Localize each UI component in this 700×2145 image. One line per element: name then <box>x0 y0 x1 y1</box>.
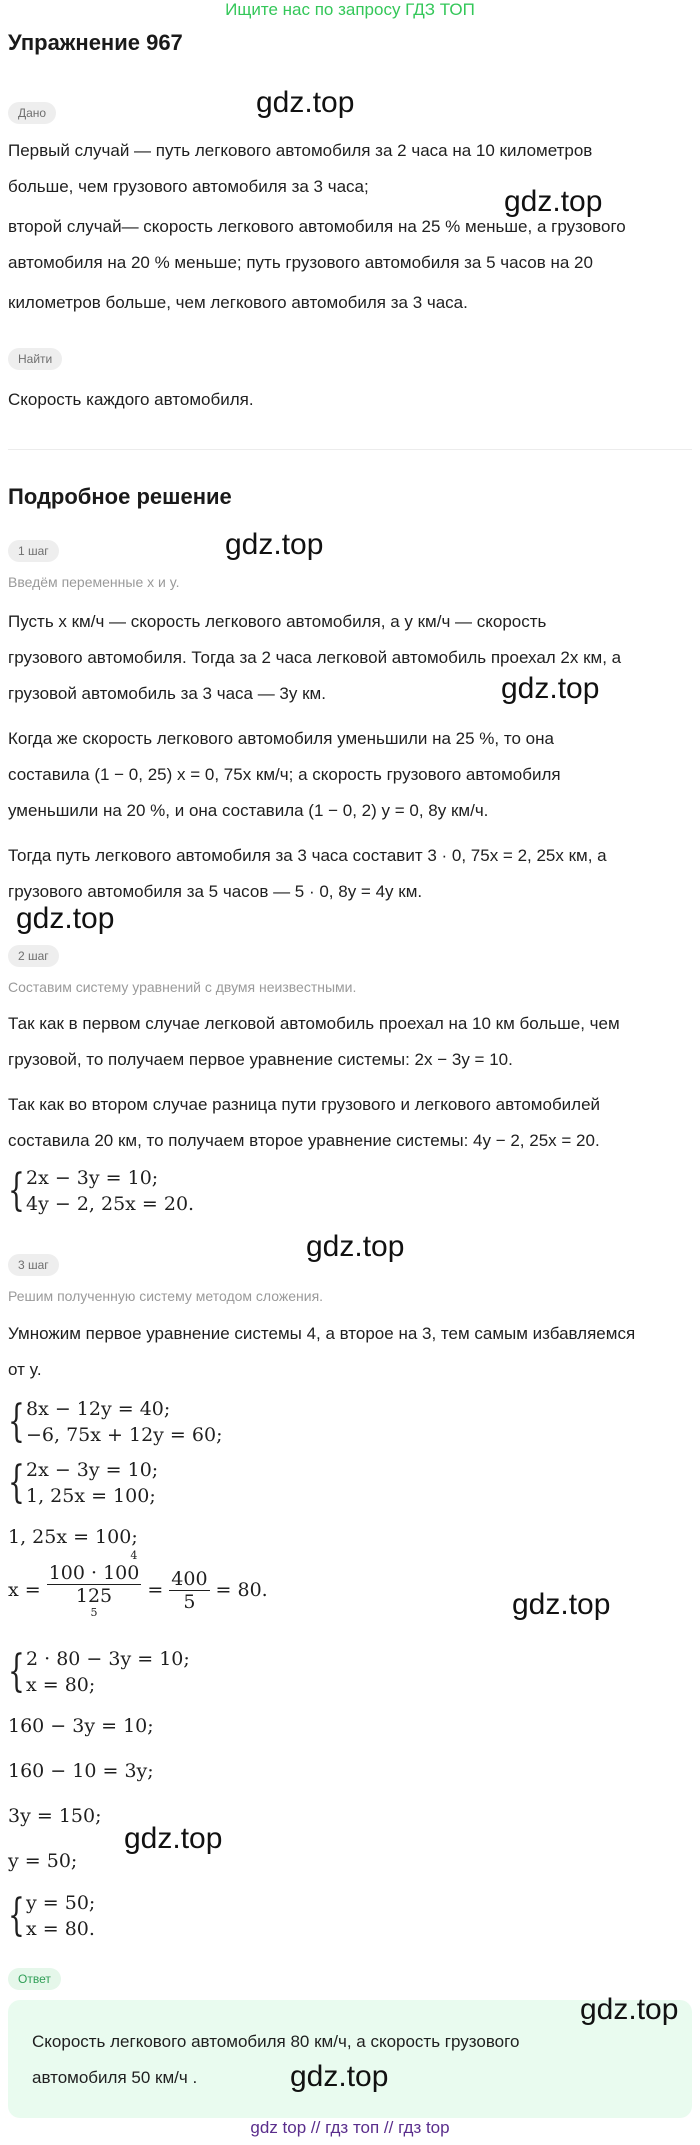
watermark: gdz.top <box>306 1230 405 1263</box>
given-line-1: Первый случай — путь легкового автомобиля за 2 часа на 10 километров <box>8 141 593 160</box>
fraction-1 <box>47 1549 142 1619</box>
system-brace: { <box>8 1646 25 1697</box>
system-brace: { <box>8 1457 25 1508</box>
fraction-2-denominator: 5 <box>183 1590 196 1613</box>
fraction-result: = 80. <box>215 1579 268 1601</box>
equation-system-3 <box>8 1457 158 1509</box>
equation-system-5 <box>8 1890 95 1942</box>
find-label: Найти <box>8 348 62 370</box>
equation-system-4 <box>8 1646 190 1698</box>
system-brace: { <box>8 1890 25 1941</box>
step-1-line-3: грузовой автомобиль за 3 часа — 3y км. <box>8 684 326 703</box>
fraction-2-numerator: 400 <box>171 1567 208 1590</box>
step-2-line-4: составила 20 км, то получаем второе уравнение системы: 4y − 2, 25x = 20. <box>8 1131 600 1150</box>
given-label: Дано <box>8 102 56 124</box>
system-equation: x = 80. <box>26 1918 95 1940</box>
step-1-label: 1 шаг <box>8 540 59 562</box>
step-2-label: 2 шаг <box>8 945 59 967</box>
step-2-line-2: грузовой, то получаем первое уравнение системы: 2x − 3y = 10. <box>8 1050 513 1069</box>
solution-title: Подробное решение <box>8 484 232 509</box>
system-equation: 2x − 3y = 10; <box>26 1167 159 1189</box>
cancel-note-bottom: 5 <box>90 1606 98 1619</box>
fraction-equation <box>8 1549 268 1619</box>
equation-line: 160 − 10 = 3y; <box>8 1760 154 1782</box>
fraction-1-numerator: 100 · 100 <box>48 1562 140 1584</box>
answer-label: Ответ <box>8 1968 61 1990</box>
watermark: gdz.top <box>504 185 603 218</box>
step-1-line-4: Когда же скорость легкового автомобиля уменьшили на 25 %, то она <box>8 729 554 748</box>
equation-system-1 <box>8 1165 194 1217</box>
fraction-equals: = <box>147 1579 164 1601</box>
given-line-5: километров больше, чем легкового автомобиля за 3 часа. <box>8 293 468 312</box>
system-equation: 8x − 12y = 40; <box>26 1398 171 1420</box>
system-equation: 1, 25x = 100; <box>26 1485 156 1507</box>
fraction-1-denominator: 125 <box>75 1585 113 1607</box>
answer-line-1: Скорость легкового автомобиля 80 км/ч, а скорость грузового <box>32 2032 520 2051</box>
system-equation: 4y − 2, 25x = 20. <box>26 1193 195 1215</box>
step-1-line-2: грузового автомобиля. Тогда за 2 часа легковой автомобиль проехал 2x км, а <box>8 648 622 667</box>
section-divider <box>8 449 692 450</box>
watermark: gdz.top <box>580 1993 679 2026</box>
equation-line: y = 50; <box>8 1850 78 1872</box>
equation-system-2 <box>8 1396 222 1448</box>
equation-line: 3y = 150; <box>8 1805 102 1827</box>
fraction-2 <box>169 1568 209 1613</box>
given-line-4: автомобиля на 20 % меньше; путь грузового автомобиля за 5 часов на 20 <box>8 253 593 272</box>
step-2-badge <box>8 945 59 967</box>
system-brace: { <box>8 1396 25 1447</box>
step-1-line-1: Пусть x км/ч — скорость легкового автомобиля, а y км/ч — скорость <box>8 612 547 631</box>
equation-line: 1, 25x = 100; <box>8 1526 138 1548</box>
given-line-2: больше, чем грузового автомобиля за 3 часа; <box>8 177 369 196</box>
exercise-title: Упражнение 967 <box>8 30 183 55</box>
step-2-line-1: Так как в первом случае легковой автомобиль проехал на 10 км больше, чем <box>8 1014 620 1033</box>
watermark: gdz.top <box>225 528 324 561</box>
find-text: Скорость каждого автомобиля. <box>8 390 254 409</box>
find-badge <box>8 348 62 370</box>
step-1-line-8: грузового автомобиля за 5 часов — 5 · 0, 8y = 4y км. <box>8 882 423 901</box>
step-1-hint: Введём переменные x и y. <box>8 574 180 590</box>
step-3-hint: Решим полученную систему методом сложения. <box>8 1288 324 1304</box>
watermark: gdz.top <box>501 672 600 705</box>
watermark: gdz.top <box>290 2060 389 2093</box>
system-equation: y = 50; <box>26 1892 96 1914</box>
fraction-prefix: x = <box>8 1579 41 1601</box>
bottom-links[interactable]: gdz top // гдз топ // гдз top <box>250 2118 450 2137</box>
cancel-note-top: 4 <box>130 1549 138 1562</box>
step-3-badge <box>8 1254 59 1276</box>
system-brace: { <box>8 1165 25 1216</box>
step-1-line-6: уменьшили на 20 %, и она составила (1 − 0, 2) y = 0, 8y км/ч. <box>8 801 489 820</box>
system-equation: 2 · 80 − 3y = 10; <box>26 1648 190 1670</box>
step-1-badge <box>8 540 59 562</box>
watermark: gdz.top <box>512 1588 611 1621</box>
step-2-hint: Составим систему уравнений с двумя неизвестными. <box>8 979 357 995</box>
given-badge <box>8 102 56 124</box>
system-equation: −6, 75x + 12y = 60; <box>26 1424 223 1446</box>
answer-line-2: автомобиля 50 км/ч . <box>32 2068 198 2087</box>
system-equation: x = 80; <box>26 1674 96 1696</box>
answer-badge <box>8 1968 61 1990</box>
step-1-line-5: составила (1 − 0, 25) x = 0, 75x км/ч; а скорость грузового автомобиля <box>8 765 561 784</box>
step-1-line-7: Тогда путь легкового автомобиля за 3 часа составит 3 · 0, 75x = 2, 25x км, а <box>8 846 607 865</box>
equation-line: 160 − 3y = 10; <box>8 1715 154 1737</box>
watermark: gdz.top <box>124 1822 223 1855</box>
system-equation: 2x − 3y = 10; <box>26 1459 159 1481</box>
watermark: gdz.top <box>256 86 355 119</box>
step-3-label: 3 шаг <box>8 1254 59 1276</box>
step-2-line-3: Так как во втором случае разница пути грузового и легкового автомобилей <box>8 1095 601 1114</box>
top-banner[interactable]: Ищите нас по запросу ГДЗ ТОП <box>225 0 475 19</box>
watermark: gdz.top <box>16 902 115 935</box>
step-3-line-1: Умножим первое уравнение системы 4, а второе на 3, тем самым избавляемся <box>8 1324 636 1343</box>
step-3-line-2: от y. <box>8 1360 42 1379</box>
given-line-3: второй случай— скорость легкового автомобиля на 25 % меньше, а грузового <box>8 217 626 236</box>
